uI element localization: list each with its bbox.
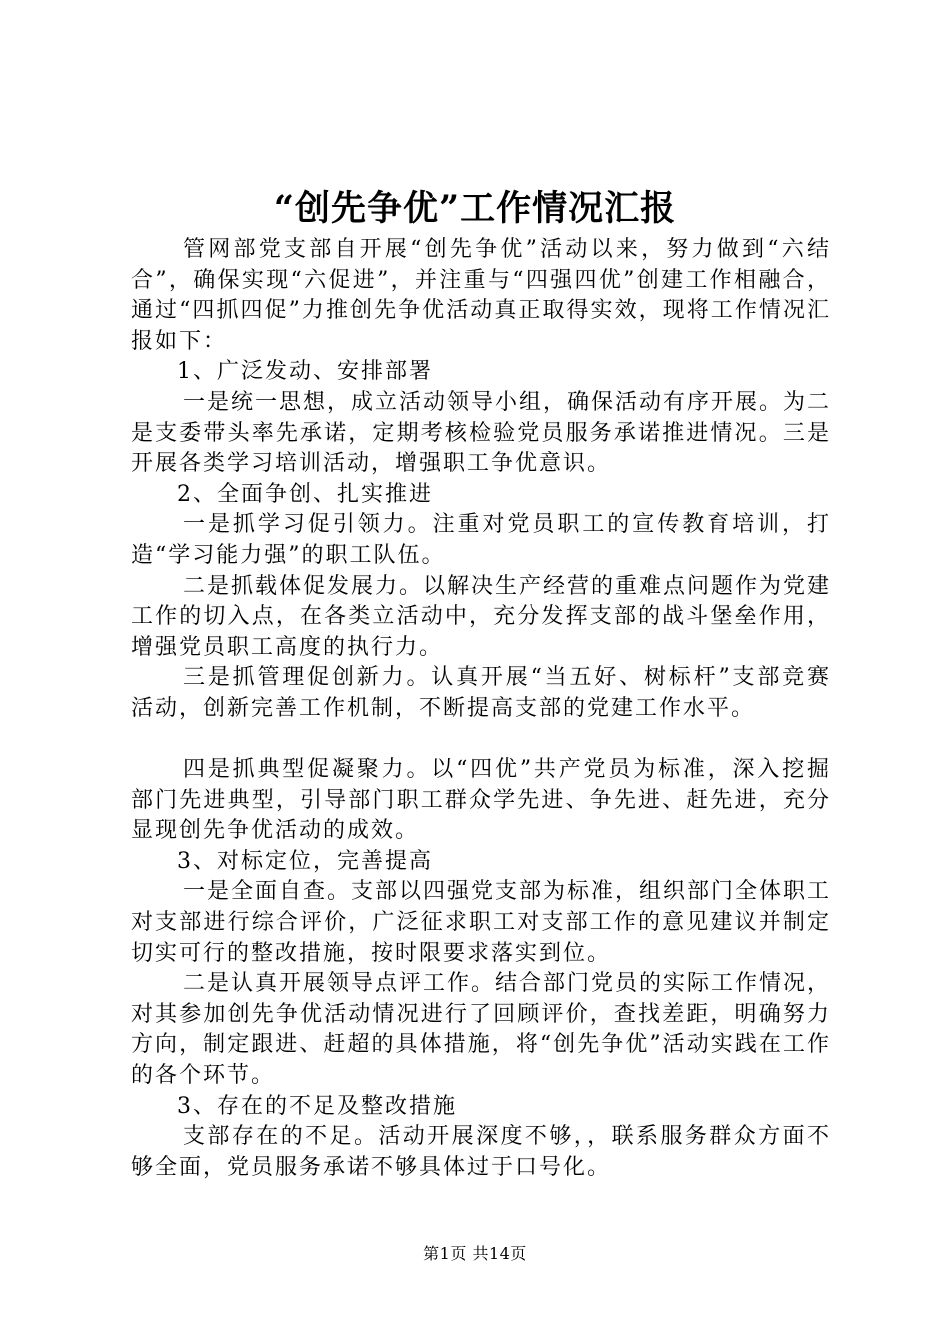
body-paragraph: 二是认真开展领导点评工作。结合部门党员的实际工作情况，对其参加创先争优活动情况进行了回顾评价，查找差距，明确努力方向，制定跟进、赶超的具体措施，将“创先争优”活动实践在工作的各个环节。 [131,971,832,1089]
document-title: “创先争优”工作情况汇报 [273,188,677,229]
body-paragraph: 四是抓典型促凝聚力。以“四优”共产党员为标准，深入挖掘部门先进典型，引导部门职工群众学先进、争先进、赶先进，充分显现创先争优活动的成效。 [131,757,831,844]
section-heading: 3、对标定位，完善提高 [177,848,433,874]
body-paragraph: 一是统一思想，成立活动领导小组，确保活动有序开展。为二是支委带头率先承诺，定期考核检验党员服务承诺推进情况。三是开展各类学习培训活动，增强职工争优意识。 [131,389,832,477]
section-heading: 2、全面争创、扎实推进 [177,481,433,507]
page-number: 第1页 共14页 [423,1244,527,1263]
body-paragraph: 一是抓学习促引领力。注重对党员职工的宣传教育培训，打造“学习能力强”的职工队伍。 [131,512,831,568]
body-paragraph: 支部存在的不足。活动开展深度不够，，联系服务群众方面不够全面，党员服务承诺不够具体过于口号化。 [131,1124,831,1180]
body-paragraph: 三是抓管理促创新力。认真开展“当五好、树标杆”支部竞赛活动，创新完善工作机制，不断提高支部的党建工作水平。 [131,665,831,721]
body-paragraph: 一是全面自查。支部以四强党支部为标准，组织部门全体职工对支部进行综合评价，广泛征求职工对支部工作的意见建议并制定切实可行的整改措施，按时限要求落实到位。 [131,879,832,966]
section-heading: 1、广泛发动、安排部署 [177,359,433,385]
body-paragraph: 二是抓载体促发展力。以解决生产经营的重难点问题作为党建工作的切入点，在各类立活动中，充分发挥支部的战斗堡垒作用，增强党员职工高度的执行力。 [131,573,832,660]
section-heading: 3、存在的不足及整改措施 [177,1093,457,1119]
intro-paragraph: 管网部党支部自开展“创先争优”活动以来，努力做到“六结合”，确保实现“六促进”，并注重与“四强四优”创建工作相融合，通过“四抓四促”力推创先争优活动真正取得实效，现将工作情况汇报如下： [131,237,831,354]
document-body [131,235,831,1183]
